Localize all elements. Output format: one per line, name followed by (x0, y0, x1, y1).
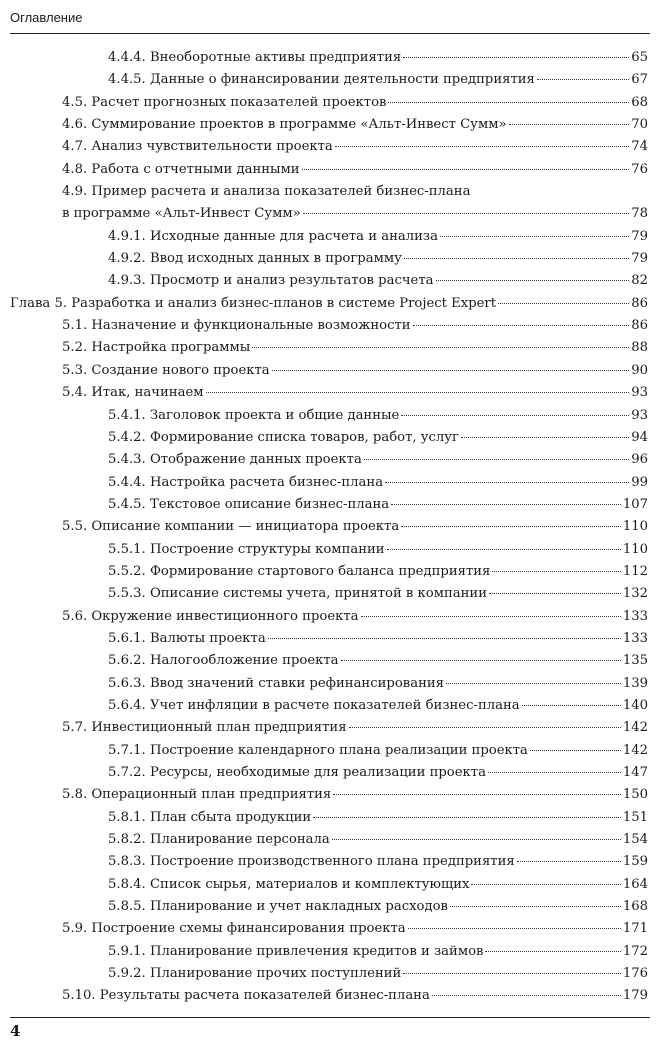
toc-entry-title: 5.7. Инвестиционный план предприятия (62, 720, 347, 736)
toc-entry-page: 99 (631, 474, 648, 490)
toc-entry-title: 5.4. Итак, начинаем (62, 385, 204, 401)
toc-leader-dots (489, 592, 621, 594)
toc-entry-page: 107 (622, 496, 648, 512)
toc-entry-page: 151 (622, 809, 648, 825)
toc-entry-title: 4.9.2. Ввод исходных данных в программу (108, 251, 402, 267)
toc-entry-title: 4.5. Расчет прогнозных показателей проектов (62, 94, 387, 110)
toc-entry (10, 203, 648, 225)
toc-entry-title: в программе «Альт-Инвест Сумм» (62, 206, 301, 222)
toc-entry (10, 740, 648, 762)
toc-entry-page: 172 (622, 943, 648, 959)
toc-entry (10, 762, 648, 784)
toc-entry (10, 807, 648, 829)
toc-leader-dots (403, 56, 629, 58)
toc-entry-title: 5.10. Результаты расчета показателей бизнес-плана (62, 988, 430, 1004)
toc-leader-dots (341, 659, 621, 661)
toc-entry-page: 150 (622, 787, 648, 803)
toc-entry-title: 5.4.4. Настройка расчета бизнес-плана (108, 474, 384, 490)
toc-entry-page: 67 (631, 72, 648, 88)
toc-entry-title: 5.9.1. Планирование привлечения кредитов и займов (108, 943, 484, 959)
toc-entry-title: 5.8.1. План сбыта продукции (108, 809, 312, 825)
toc-leader-dots (436, 279, 630, 281)
toc-entry (10, 494, 648, 516)
toc-entry-title: Глава 5. Разработка и анализ бизнес-планов в системе Project Expert (10, 295, 497, 311)
toc-entry-page: 142 (622, 742, 648, 758)
toc-entry-page: 88 (631, 340, 648, 356)
toc-leader-dots (387, 548, 621, 550)
toc-entry-page: 110 (622, 519, 648, 535)
toc-entry-title: 5.5.1. Построение структуры компании (108, 541, 385, 557)
toc-entry (10, 293, 648, 315)
toc-entry (10, 963, 648, 985)
toc-leader-dots (391, 503, 621, 505)
toc-entry (10, 606, 648, 628)
footer-rule (10, 1017, 650, 1018)
toc-entry-title: 5.6.1. Валюты проекта (108, 630, 266, 646)
toc-leader-dots (333, 793, 621, 795)
toc-leader-dots (492, 570, 620, 572)
toc-entry-page: 171 (622, 921, 648, 937)
toc-leader-dots (404, 257, 629, 259)
toc-leader-dots (530, 749, 621, 751)
toc-leader-dots (488, 771, 621, 773)
toc-entry-page: 133 (622, 608, 648, 624)
toc-entry (10, 382, 648, 404)
toc-entry-title: 4.7. Анализ чувствительности проекта (62, 139, 333, 155)
toc-entry-title: 4.6. Суммирование проектов в программе «Альт-Инвест Сумм» (62, 117, 507, 133)
toc-entry (10, 315, 648, 337)
toc-entry-title: 5.4.5. Текстовое описание бизнес-плана (108, 496, 390, 512)
toc-leader-dots (450, 905, 621, 907)
toc-entry (10, 918, 648, 940)
toc-entry-page: 147 (622, 765, 648, 780)
toc-entry-title: 5.7.1. Построение календарного плана реализации проекта (108, 742, 528, 758)
toc-entry-page: 94 (631, 429, 648, 445)
toc-entry-title: 5.6.4. Учет инфляции в расчете показателей бизнес-плана (108, 697, 520, 713)
toc-entry (10, 360, 648, 382)
toc-leader-dots (498, 302, 629, 304)
toc-leader-dots (446, 682, 621, 684)
toc-entry-title: 5.9.2. Планирование прочих поступлений (108, 966, 402, 982)
toc-leader-dots (272, 369, 630, 371)
toc-entry-title: 5.2. Настройка программы (62, 340, 251, 356)
toc-leader-dots (313, 816, 621, 818)
toc-entry (10, 472, 648, 494)
toc-entry-page: 140 (622, 697, 648, 713)
toc-leader-dots (471, 883, 620, 885)
toc-entry-title: 5.8.2. Планирование персонала (108, 832, 330, 848)
toc-leader-dots (413, 324, 630, 326)
toc-entry-title: 5.6.3. Ввод значений ставки рефинансирования (108, 675, 444, 691)
toc-entry-page: 74 (631, 139, 648, 155)
toc-entry-title: 5.5.2. Формирование стартового баланса предприятия (108, 563, 491, 579)
toc-entry (10, 673, 648, 695)
toc-leader-dots (440, 235, 629, 237)
toc-entry (10, 650, 648, 672)
toc-entry-page: 142 (622, 720, 648, 736)
toc-entry-title: 4.9. Пример расчета и анализа показателей бизнес-плана (62, 184, 471, 200)
toc-entry (10, 717, 648, 739)
toc-entry-title: 5.6.2. Налогообложение проекта (108, 653, 339, 669)
header-rule (10, 33, 650, 34)
toc-entry-title: 5.5.3. Описание системы учета, принятой в компании (108, 586, 488, 602)
toc-entry (10, 941, 648, 963)
toc-entry-title: 4.4.5. Данные о финансировании деятельности предприятия (108, 72, 535, 88)
toc-entry (10, 181, 648, 203)
toc-entry (10, 896, 648, 918)
toc-leader-dots (517, 860, 621, 862)
toc-entry-page: 78 (631, 206, 648, 222)
toc-entry (10, 628, 648, 650)
toc-entry-page: 159 (622, 854, 648, 870)
toc-leader-dots (349, 726, 621, 728)
toc-entry-page: 164 (622, 876, 648, 892)
table-of-contents (10, 47, 648, 1008)
toc-leader-dots (268, 637, 621, 639)
toc-entry-page: 96 (631, 452, 648, 468)
toc-leader-dots (401, 525, 621, 527)
toc-leader-dots (388, 101, 629, 103)
toc-entry-page: 168 (622, 899, 648, 915)
toc-entry (10, 583, 648, 605)
toc-entry-title: 5.8.5. Планирование и учет накладных расходов (108, 899, 448, 915)
toc-entry-page: 139 (622, 675, 648, 691)
toc-leader-dots (522, 704, 621, 706)
toc-entry-title: 5.4.2. Формирование списка товаров, работ, услуг (108, 429, 459, 445)
toc-entry (10, 516, 648, 538)
toc-entry (10, 226, 648, 248)
toc-entry-page: 93 (631, 385, 648, 401)
toc-entry (10, 427, 648, 449)
toc-entry (10, 784, 648, 806)
toc-entry (10, 829, 648, 851)
toc-entry-title: 5.6. Окружение инвестиционного проекта (62, 608, 359, 624)
toc-entry-page: 133 (622, 630, 648, 646)
toc-entry (10, 539, 648, 561)
toc-leader-dots (335, 145, 629, 147)
toc-leader-dots (403, 972, 621, 974)
toc-entry-page: 70 (631, 117, 648, 133)
toc-entry-title: 5.4.3. Отображение данных проекта (108, 452, 362, 468)
toc-entry-page: 68 (631, 94, 648, 110)
toc-leader-dots (252, 346, 629, 348)
toc-leader-dots (332, 838, 621, 840)
toc-entry-page: 82 (631, 273, 648, 289)
toc-leader-dots (537, 78, 629, 80)
toc-entry-title: 5.8. Операционный план предприятия (62, 787, 332, 803)
toc-entry-page: 79 (631, 251, 648, 267)
toc-leader-dots (485, 950, 620, 952)
toc-entry-page: 65 (631, 50, 648, 65)
toc-entry-page: 112 (622, 563, 648, 579)
toc-leader-dots (432, 994, 621, 996)
toc-leader-dots (303, 212, 630, 214)
toc-entry-title: 4.4.4. Внеоборотные активы предприятия (108, 50, 402, 65)
toc-entry-title: 5.4.1. Заголовок проекта и общие данные (108, 407, 400, 423)
toc-entry (10, 248, 648, 270)
toc-leader-dots (509, 123, 630, 125)
toc-entry-title: 5.9. Построение схемы финансирования проекта (62, 921, 406, 937)
toc-entry (10, 69, 648, 91)
toc-leader-dots (302, 168, 630, 170)
toc-entry-title: 5.3. Создание нового проекта (62, 362, 270, 378)
toc-entry (10, 405, 648, 427)
toc-entry-page: 93 (631, 407, 648, 423)
toc-entry-page: 79 (631, 228, 648, 244)
toc-entry (10, 449, 648, 471)
toc-entry (10, 851, 648, 873)
toc-leader-dots (364, 458, 629, 460)
toc-entry-page: 86 (631, 318, 648, 334)
toc-entry-title: 5.8.4. Список сырья, материалов и комплектующих (108, 876, 470, 892)
toc-entry (10, 114, 648, 136)
toc-entry-page: 90 (631, 362, 648, 378)
toc-entry (10, 270, 648, 292)
toc-entry-title: 4.9.1. Исходные данные для расчета и анализа (108, 228, 438, 244)
running-header: Оглавление (10, 10, 83, 25)
toc-leader-dots (408, 927, 621, 929)
toc-leader-dots (461, 436, 629, 438)
toc-entry (10, 159, 648, 181)
toc-leader-dots (361, 615, 621, 617)
toc-entry-page: 135 (622, 653, 648, 669)
toc-leader-dots (206, 391, 630, 393)
toc-entry-page: 110 (622, 541, 648, 557)
toc-entry-title: 4.9.3. Просмотр и анализ результатов расчета (108, 273, 434, 289)
toc-entry (10, 695, 648, 717)
page-number: 4 (10, 1022, 21, 1040)
toc-entry-title: 5.5. Описание компании — инициатора проекта (62, 519, 400, 535)
toc-entry-page: 176 (622, 966, 648, 982)
toc-entry-title: 5.1. Назначение и функциональные возможности (62, 318, 411, 334)
toc-entry-title: 5.7.2. Ресурсы, необходимые для реализации проекта (108, 765, 486, 780)
toc-leader-dots (401, 414, 629, 416)
toc-entry (10, 985, 648, 1007)
toc-entry-title: 4.8. Работа с отчетными данными (62, 161, 300, 177)
toc-entry (10, 337, 648, 359)
toc-entry-title: 5.8.3. Построение производственного плана предприятия (108, 854, 515, 870)
toc-entry (10, 92, 648, 114)
toc-entry-page: 154 (622, 832, 648, 848)
toc-entry (10, 136, 648, 158)
toc-entry-page: 179 (622, 988, 648, 1004)
toc-entry-page: 86 (631, 295, 648, 311)
toc-entry-page: 76 (631, 161, 648, 177)
toc-entry (10, 874, 648, 896)
toc-entry (10, 561, 648, 583)
toc-entry (10, 47, 648, 69)
toc-entry-page: 132 (622, 586, 648, 602)
toc-leader-dots (385, 481, 629, 483)
